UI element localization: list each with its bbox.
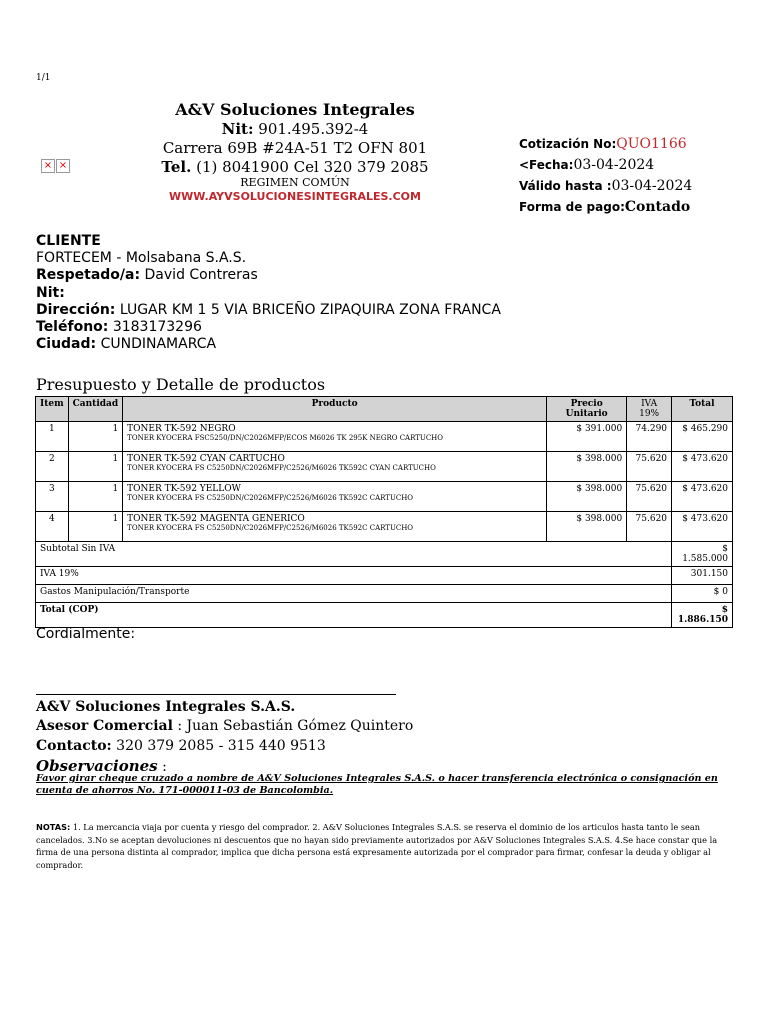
company-address: Carrera 69B #24A-51 T2 OFN 801 — [162, 138, 428, 157]
item-number: 2 — [36, 452, 69, 482]
item-product — [123, 452, 547, 482]
company-name: A&V Soluciones Integrales — [175, 100, 415, 119]
quote-date-label: <Fecha: — [519, 157, 574, 172]
signature-line — [36, 694, 396, 695]
company-regimen: REGIMEN COMÚN — [240, 176, 350, 190]
client-city-label: Ciudad: — [36, 336, 97, 353]
iva-label: IVA 19% — [36, 567, 672, 585]
budget-title: Presupuesto y Detalle de productos — [36, 375, 326, 394]
column-header: Item — [36, 397, 69, 422]
company-website[interactable]: WWW.AYVSOLUCIONESINTEGRALES.COM — [169, 190, 421, 203]
item-number: 4 — [36, 512, 69, 542]
item-product — [123, 512, 547, 542]
signature-block — [36, 698, 413, 777]
item-unit-price: $ 398.000 — [547, 512, 627, 542]
company-nit — [150, 120, 440, 139]
quote-valid — [519, 175, 692, 196]
item-unit-price: $ 391.000 — [547, 422, 627, 452]
subtotal-value: $ 1.585.000 — [672, 542, 733, 567]
client-block — [36, 233, 501, 353]
client-address-value: LUGAR KM 1 5 VIA BRICEÑO ZIPAQUIRA ZONA FRANCA — [119, 301, 501, 318]
greeting: Cordialmente: — [36, 626, 136, 642]
table-row — [36, 452, 733, 482]
product-name: TONER TK-592 NEGRO — [127, 424, 236, 434]
client-contact — [36, 267, 501, 284]
quote-number-value: QUO1166 — [616, 136, 687, 152]
notes — [36, 821, 736, 872]
item-iva: 75.620 — [627, 482, 672, 512]
payment-notice: Favor girar cheque cruzado a nombre de A&V Soluciones Integrales S.A.S. o hacer transferencia electrónica o consignación en cuenta de ahorros No. 171-000011-03 de Bancolombia. — [36, 773, 718, 797]
product-description: TONER KYOCERA FSC5250/DN/C2026MFP/ECOS M6026 TK 295K NEGRO CARTUCHO — [127, 434, 444, 442]
company-header — [150, 100, 440, 204]
column-header: Cantidad — [68, 397, 123, 422]
shipping-row — [36, 585, 733, 603]
products-table — [35, 396, 733, 628]
observations-suffix: : — [162, 758, 167, 775]
column-header: Precio Unitario — [547, 397, 627, 422]
client-company: FORTECEM - Molsabana S.A.S. — [36, 250, 247, 267]
column-header: Producto — [123, 397, 547, 422]
item-unit-price: $ 398.000 — [547, 452, 627, 482]
company-tel-label: Tel. — [161, 157, 192, 176]
page-number: 1/1 — [36, 73, 51, 83]
item-iva: 74.290 — [627, 422, 672, 452]
quote-payment-value: Contado — [624, 198, 691, 215]
broken-image-icon: × — [56, 159, 70, 173]
client-contact-label: Respetado/a: — [36, 267, 141, 284]
advisor-value: : Juan Sebastián Gómez Quintero — [177, 718, 414, 735]
client-nit — [36, 285, 501, 302]
item-total: $ 473.620 — [672, 482, 733, 512]
item-unit-price: $ 398.000 — [547, 482, 627, 512]
item-quantity: 1 — [68, 512, 123, 542]
shipping-label: Gastos Manipulación/Transporte — [36, 585, 672, 603]
quote-valid-value: 03-04-2024 — [611, 177, 693, 194]
total-label: Total (COP) — [36, 603, 672, 628]
item-quantity: 1 — [68, 422, 123, 452]
product-name: TONER TK-592 CYAN CARTUCHO — [127, 454, 285, 464]
company-tel-value: (1) 8041900 Cel 320 379 2085 — [196, 157, 429, 176]
quote-valid-label: Válido hasta : — [519, 178, 612, 193]
table-row — [36, 512, 733, 542]
quote-date — [519, 154, 692, 175]
client-nit-label: Nit: — [36, 284, 65, 301]
observations-label: Observaciones — [36, 756, 158, 775]
item-product — [123, 422, 547, 452]
product-name: TONER TK-592 YELLOW — [127, 484, 241, 494]
client-city-value: CUNDINAMARCA — [100, 336, 217, 353]
product-description: TONER KYOCERA FS C5250DN/C2026MFP/C2526/M6026 TK592C CARTUCHO — [127, 494, 414, 502]
quote-payment-label: Forma de pago: — [519, 199, 625, 214]
item-iva: 75.620 — [627, 512, 672, 542]
column-header: IVA 19% — [627, 397, 672, 422]
quote-number-label: Cotización No: — [519, 137, 617, 151]
quote-payment — [519, 196, 692, 217]
item-iva: 75.620 — [627, 452, 672, 482]
quote-info — [519, 133, 692, 217]
company-logo — [41, 159, 70, 173]
item-total: $ 473.620 — [672, 512, 733, 542]
advisor-label: Asesor Comercial — [36, 718, 173, 735]
item-quantity: 1 — [68, 452, 123, 482]
table-row — [36, 422, 733, 452]
quote-number — [519, 133, 692, 154]
iva-row — [36, 567, 733, 585]
company-nit-value: 901.495.392-4 — [258, 120, 369, 138]
notes-label: NOTAS: — [36, 822, 71, 832]
quote-date-value: 03-04-2024 — [573, 156, 655, 173]
shipping-value: $ 0 — [672, 585, 733, 603]
client-phone-value: 3183173296 — [112, 319, 202, 336]
iva-value: 301.150 — [672, 567, 733, 585]
client-address-label: Dirección: — [36, 301, 116, 318]
client-city — [36, 336, 501, 353]
item-quantity: 1 — [68, 482, 123, 512]
subtotal-label: Subtotal Sin IVA — [36, 542, 672, 567]
item-total: $ 473.620 — [672, 452, 733, 482]
column-header: Total — [672, 397, 733, 422]
product-description: TONER KYOCERA FS C5250DN/C2026MFP/C2526/M6026 TK592C CARTUCHO — [127, 524, 414, 532]
contact — [36, 737, 413, 756]
table-header-row — [36, 397, 733, 422]
client-address — [36, 302, 501, 319]
contact-value: 320 379 2085 - 315 440 9513 — [116, 737, 326, 754]
company-tel — [150, 158, 440, 177]
subtotal-row — [36, 542, 733, 567]
advisor — [36, 717, 413, 736]
company-nit-label: Nit: — [221, 120, 254, 138]
total-value: $ 1.886.150 — [672, 603, 733, 628]
item-number: 1 — [36, 422, 69, 452]
client-heading: CLIENTE — [36, 233, 101, 249]
notes-text: 1. La mercancia viaja por cuenta y riesgo del comprador. 2. A&V Soluciones Integrales S.A.S. se reserva el dominio de los articulos hasta tanto le sean cancelados. 3.No se aceptan devoluciones ni descuentos que no hayan sido previamente autorizados por A&V Soluciones Integrales S.A.S. 4.Se hace constar que la firma de una persona distinta al comprador, implica que dicha persona está expresamente autorizada por el comprador para firmar, confesar la deuda y obligar al comprador. — [36, 822, 718, 871]
item-number: 3 — [36, 482, 69, 512]
contact-label: Contacto: — [36, 737, 112, 754]
table-row — [36, 482, 733, 512]
broken-image-icon: × — [41, 159, 55, 173]
client-phone-label: Teléfono: — [36, 319, 109, 336]
signature-company: A&V Soluciones Integrales S.A.S. — [36, 699, 296, 715]
total-row — [36, 603, 733, 628]
client-phone — [36, 319, 501, 336]
item-product — [123, 482, 547, 512]
client-contact-value: David Contreras — [144, 267, 258, 284]
item-total: $ 465.290 — [672, 422, 733, 452]
product-name: TONER TK-592 MAGENTA GENERICO — [127, 514, 305, 524]
product-description: TONER KYOCERA FS C5250DN/C2026MFP/C2526/M6026 TK592C CYAN CARTUCHO — [127, 464, 436, 472]
